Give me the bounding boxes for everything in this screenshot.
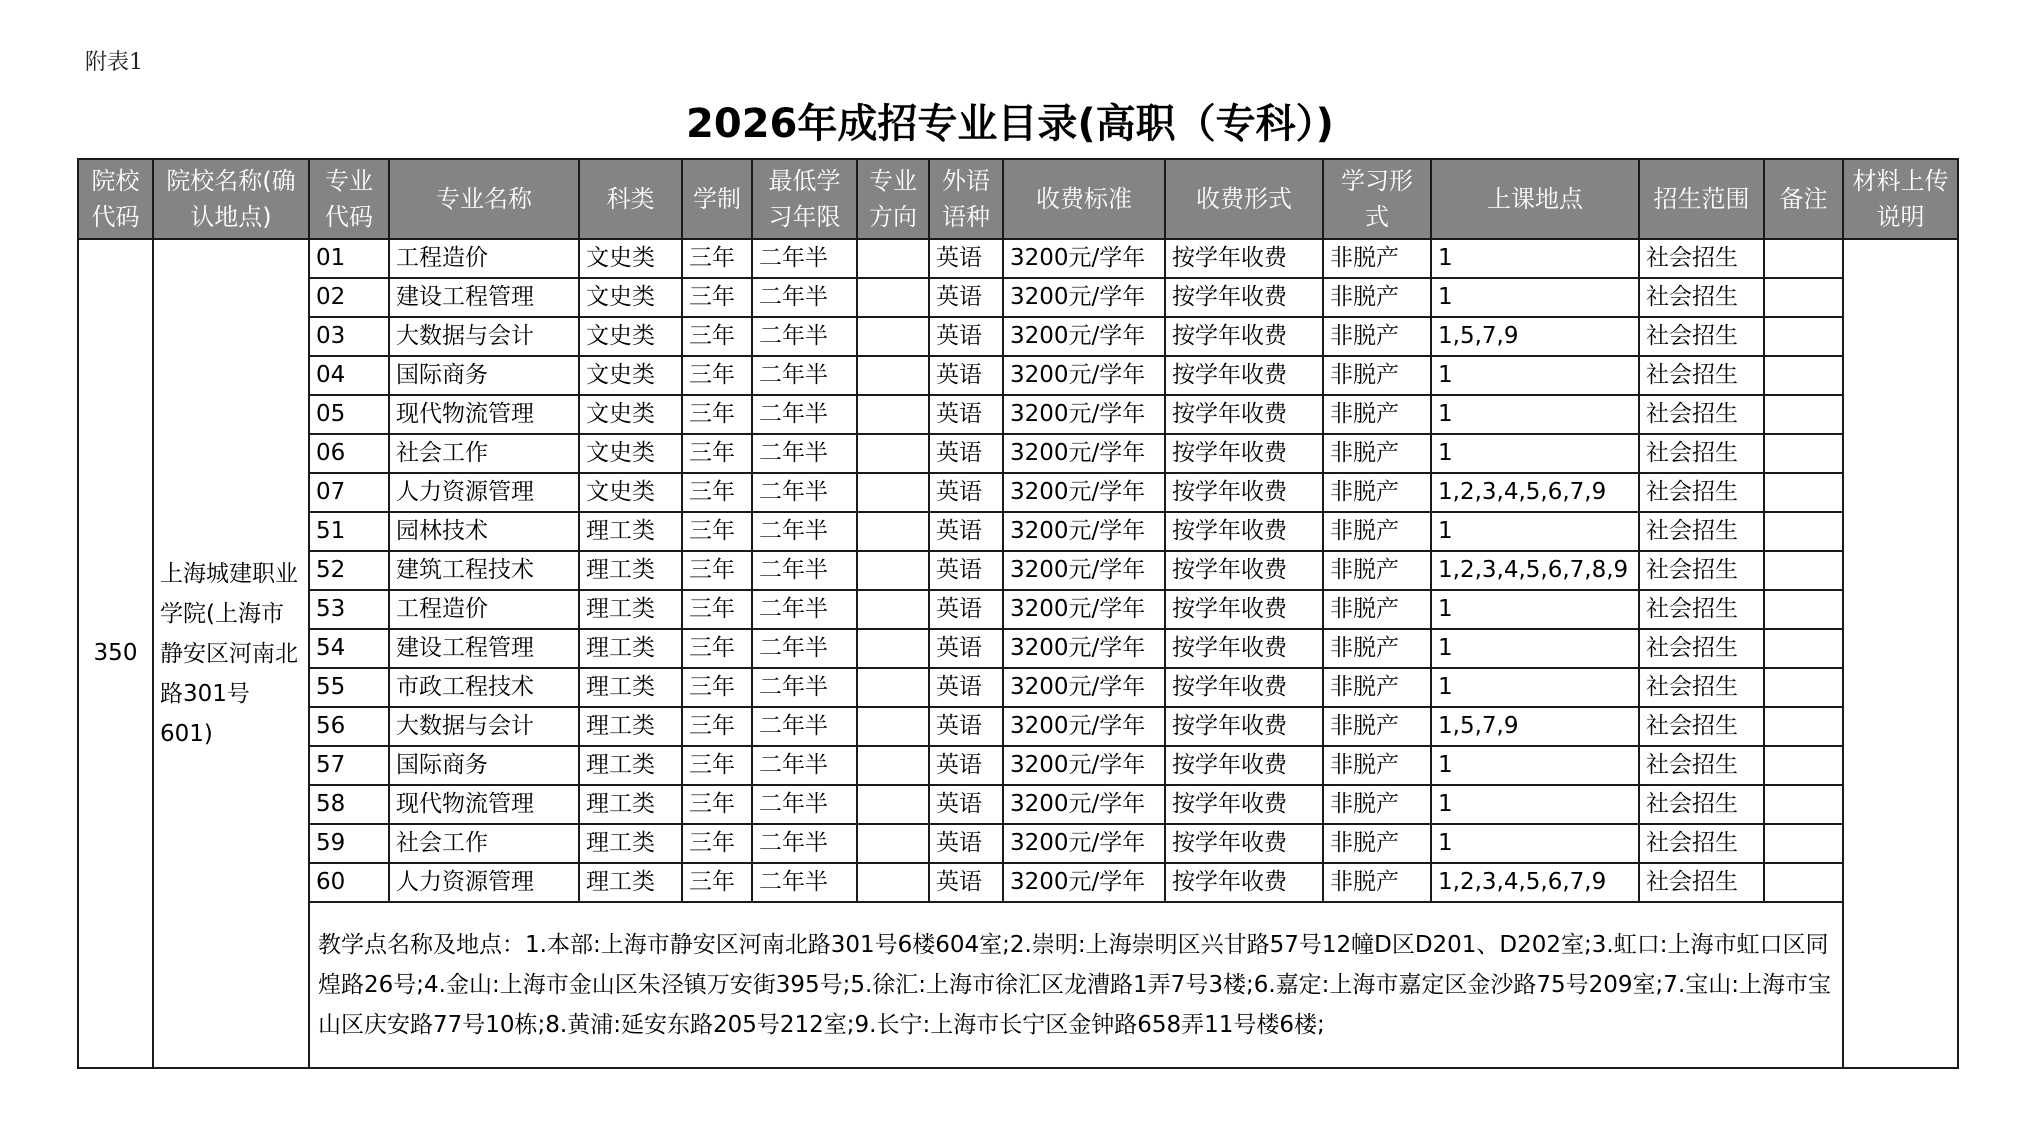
- cell-scope: 社会招生: [1639, 629, 1764, 668]
- cell-fee: 3200元/学年: [1003, 824, 1165, 863]
- header-category: 科类: [579, 159, 682, 239]
- header-location: 上课地点: [1431, 159, 1639, 239]
- table-row: [78, 512, 1958, 551]
- cell-fee: 3200元/学年: [1003, 629, 1165, 668]
- cell-category: 文史类: [579, 239, 682, 278]
- teaching-points-row: [78, 902, 1958, 1068]
- header-school-name: 院校名称(确认地点): [153, 159, 309, 239]
- cell-category: 文史类: [579, 356, 682, 395]
- cell-location: 1: [1431, 746, 1639, 785]
- cell-fee-form: 按学年收费: [1165, 863, 1323, 902]
- cell-name: 现代物流管理: [389, 395, 579, 434]
- cell-study-form: 非脱产: [1323, 356, 1431, 395]
- cell-remark: [1764, 473, 1843, 512]
- table-row: [78, 824, 1958, 863]
- table-row: [78, 668, 1958, 707]
- cell-duration: 三年: [682, 551, 752, 590]
- cell-duration: 三年: [682, 746, 752, 785]
- cell-fee: 3200元/学年: [1003, 863, 1165, 902]
- cell-category: 理工类: [579, 746, 682, 785]
- cell-min-years: 二年半: [752, 473, 857, 512]
- major-catalog-table: [77, 158, 1959, 1069]
- cell-min-years: 二年半: [752, 395, 857, 434]
- cell-location: 1: [1431, 278, 1639, 317]
- cell-remark: [1764, 824, 1843, 863]
- cell-scope: 社会招生: [1639, 590, 1764, 629]
- cell-name: 工程造价: [389, 590, 579, 629]
- cell-duration: 三年: [682, 668, 752, 707]
- cell-name: 大数据与会计: [389, 707, 579, 746]
- table-row: [78, 395, 1958, 434]
- cell-min-years: 二年半: [752, 590, 857, 629]
- cell-study-form: 非脱产: [1323, 785, 1431, 824]
- cell-category: 文史类: [579, 395, 682, 434]
- header-major-name: 专业名称: [389, 159, 579, 239]
- cell-scope: 社会招生: [1639, 863, 1764, 902]
- cell-remark: [1764, 512, 1843, 551]
- cell-language: 英语: [929, 278, 1003, 317]
- cell-direction: [857, 629, 929, 668]
- cell-remark: [1764, 317, 1843, 356]
- cell-code: 60: [309, 863, 389, 902]
- cell-language: 英语: [929, 629, 1003, 668]
- table-row: [78, 239, 1958, 278]
- cell-duration: 三年: [682, 590, 752, 629]
- header-duration: 学制: [682, 159, 752, 239]
- cell-fee-form: 按学年收费: [1165, 473, 1323, 512]
- cell-fee: 3200元/学年: [1003, 785, 1165, 824]
- cell-min-years: 二年半: [752, 629, 857, 668]
- cell-location: 1: [1431, 629, 1639, 668]
- cell-language: 英语: [929, 707, 1003, 746]
- cell-duration: 三年: [682, 395, 752, 434]
- cell-remark: [1764, 629, 1843, 668]
- table-row: [78, 746, 1958, 785]
- cell-study-form: 非脱产: [1323, 824, 1431, 863]
- cell-name: 建设工程管理: [389, 278, 579, 317]
- table-row: [78, 434, 1958, 473]
- cell-duration: 三年: [682, 863, 752, 902]
- table-row: [78, 356, 1958, 395]
- cell-min-years: 二年半: [752, 863, 857, 902]
- cell-category: 理工类: [579, 668, 682, 707]
- teaching-points-note: 教学点名称及地点：1.本部:上海市静安区河南北路301号6楼604室;2.崇明:上海崇明区兴甘路57号12幢D区D201、D202室;3.虹口:上海市虹口区同煌路26号;4.金山:上海市金山区朱泾镇万安街395号;5.徐汇:上海市徐汇区龙漕路1弄7号3楼;6.嘉定:上海市嘉定区金沙路75号209室;7.宝山:上海市宝山区庆安路77号10栋;8.黄浦:延安东路205号212室;9.长宁:上海市长宁区金钟路658弄11号楼6楼;: [309, 902, 1843, 1068]
- table-row: [78, 551, 1958, 590]
- cell-name: 市政工程技术: [389, 668, 579, 707]
- table-row: [78, 473, 1958, 512]
- cell-fee-form: 按学年收费: [1165, 239, 1323, 278]
- cell-name: 人力资源管理: [389, 473, 579, 512]
- cell-name: 国际商务: [389, 746, 579, 785]
- cell-code: 07: [309, 473, 389, 512]
- cell-study-form: 非脱产: [1323, 317, 1431, 356]
- cell-language: 英语: [929, 317, 1003, 356]
- cell-direction: [857, 317, 929, 356]
- annex-label: 附表1: [85, 50, 143, 75]
- cell-fee: 3200元/学年: [1003, 590, 1165, 629]
- cell-direction: [857, 551, 929, 590]
- cell-duration: 三年: [682, 512, 752, 551]
- cell-scope: 社会招生: [1639, 785, 1764, 824]
- cell-fee-form: 按学年收费: [1165, 746, 1323, 785]
- cell-direction: [857, 512, 929, 551]
- cell-remark: [1764, 239, 1843, 278]
- cell-scope: 社会招生: [1639, 317, 1764, 356]
- cell-language: 英语: [929, 239, 1003, 278]
- cell-name: 人力资源管理: [389, 863, 579, 902]
- cell-scope: 社会招生: [1639, 395, 1764, 434]
- cell-study-form: 非脱产: [1323, 473, 1431, 512]
- cell-direction: [857, 707, 929, 746]
- cell-direction: [857, 239, 929, 278]
- cell-code: 06: [309, 434, 389, 473]
- header-direction: 专业方向: [857, 159, 929, 239]
- cell-language: 英语: [929, 512, 1003, 551]
- cell-language: 英语: [929, 863, 1003, 902]
- cell-location: 1,5,7,9: [1431, 707, 1639, 746]
- cell-direction: [857, 590, 929, 629]
- table-row: [78, 317, 1958, 356]
- cell-location: 1: [1431, 512, 1639, 551]
- cell-name: 国际商务: [389, 356, 579, 395]
- cell-duration: 三年: [682, 785, 752, 824]
- cell-location: 1: [1431, 668, 1639, 707]
- cell-category: 理工类: [579, 551, 682, 590]
- cell-name: 工程造价: [389, 239, 579, 278]
- cell-location: 1: [1431, 395, 1639, 434]
- table-row: [78, 863, 1958, 902]
- cell-remark: [1764, 356, 1843, 395]
- cell-min-years: 二年半: [752, 317, 857, 356]
- page-title: 2026年成招专业目录(高职（专科）): [686, 101, 1334, 147]
- header-fee-form: 收费形式: [1165, 159, 1323, 239]
- cell-direction: [857, 473, 929, 512]
- cell-code: 52: [309, 551, 389, 590]
- cell-study-form: 非脱产: [1323, 395, 1431, 434]
- cell-code: 04: [309, 356, 389, 395]
- cell-fee-form: 按学年收费: [1165, 668, 1323, 707]
- cell-code: 51: [309, 512, 389, 551]
- cell-scope: 社会招生: [1639, 668, 1764, 707]
- cell-duration: 三年: [682, 629, 752, 668]
- cell-location: 1,2,3,4,5,6,7,8,9: [1431, 551, 1639, 590]
- cell-remark: [1764, 434, 1843, 473]
- cell-category: 理工类: [579, 629, 682, 668]
- cell-fee-form: 按学年收费: [1165, 317, 1323, 356]
- cell-fee: 3200元/学年: [1003, 707, 1165, 746]
- cell-language: 英语: [929, 746, 1003, 785]
- header-min-years: 最低学习年限: [752, 159, 857, 239]
- cell-name: 社会工作: [389, 434, 579, 473]
- cell-remark: [1764, 551, 1843, 590]
- cell-category: 理工类: [579, 785, 682, 824]
- cell-fee: 3200元/学年: [1003, 356, 1165, 395]
- cell-location: 1: [1431, 590, 1639, 629]
- cell-min-years: 二年半: [752, 746, 857, 785]
- cell-scope: 社会招生: [1639, 512, 1764, 551]
- cell-study-form: 非脱产: [1323, 278, 1431, 317]
- cell-remark: [1764, 278, 1843, 317]
- cell-category: 理工类: [579, 824, 682, 863]
- cell-category: 理工类: [579, 512, 682, 551]
- cell-fee: 3200元/学年: [1003, 317, 1165, 356]
- cell-study-form: 非脱产: [1323, 590, 1431, 629]
- header-study-form: 学习形式: [1323, 159, 1431, 239]
- cell-duration: 三年: [682, 239, 752, 278]
- cell-study-form: 非脱产: [1323, 239, 1431, 278]
- cell-name: 建筑工程技术: [389, 551, 579, 590]
- cell-location: 1: [1431, 239, 1639, 278]
- cell-remark: [1764, 395, 1843, 434]
- table-row: [78, 590, 1958, 629]
- cell-fee-form: 按学年收费: [1165, 434, 1323, 473]
- cell-direction: [857, 824, 929, 863]
- cell-category: 理工类: [579, 590, 682, 629]
- cell-category: 理工类: [579, 707, 682, 746]
- cell-fee-form: 按学年收费: [1165, 785, 1323, 824]
- cell-min-years: 二年半: [752, 278, 857, 317]
- cell-min-years: 二年半: [752, 785, 857, 824]
- cell-fee: 3200元/学年: [1003, 551, 1165, 590]
- cell-code: 02: [309, 278, 389, 317]
- cell-scope: 社会招生: [1639, 551, 1764, 590]
- cell-location: 1,2,3,4,5,6,7,9: [1431, 473, 1639, 512]
- cell-name: 大数据与会计: [389, 317, 579, 356]
- header-fee: 收费标准: [1003, 159, 1165, 239]
- cell-location: 1,5,7,9: [1431, 317, 1639, 356]
- cell-min-years: 二年半: [752, 551, 857, 590]
- cell-scope: 社会招生: [1639, 746, 1764, 785]
- cell-scope: 社会招生: [1639, 356, 1764, 395]
- cell-study-form: 非脱产: [1323, 629, 1431, 668]
- cell-direction: [857, 434, 929, 473]
- cell-name: 园林技术: [389, 512, 579, 551]
- table-body: [78, 239, 1958, 1068]
- cell-remark: [1764, 668, 1843, 707]
- cell-direction: [857, 785, 929, 824]
- cell-location: 1: [1431, 434, 1639, 473]
- cell-scope: 社会招生: [1639, 707, 1764, 746]
- cell-remark: [1764, 863, 1843, 902]
- cell-category: 理工类: [579, 863, 682, 902]
- cell-min-years: 二年半: [752, 824, 857, 863]
- cell-duration: 三年: [682, 707, 752, 746]
- cell-remark: [1764, 746, 1843, 785]
- cell-location: 1: [1431, 356, 1639, 395]
- cell-fee-form: 按学年收费: [1165, 824, 1323, 863]
- cell-fee: 3200元/学年: [1003, 746, 1165, 785]
- cell-fee: 3200元/学年: [1003, 434, 1165, 473]
- cell-name: 社会工作: [389, 824, 579, 863]
- cell-min-years: 二年半: [752, 239, 857, 278]
- cell-study-form: 非脱产: [1323, 512, 1431, 551]
- cell-direction: [857, 395, 929, 434]
- cell-language: 英语: [929, 473, 1003, 512]
- cell-scope: 社会招生: [1639, 824, 1764, 863]
- cell-fee: 3200元/学年: [1003, 668, 1165, 707]
- school-code-cell: 350: [78, 239, 153, 1068]
- cell-code: 58: [309, 785, 389, 824]
- cell-fee-form: 按学年收费: [1165, 395, 1323, 434]
- cell-code: 56: [309, 707, 389, 746]
- cell-name: 建设工程管理: [389, 629, 579, 668]
- cell-min-years: 二年半: [752, 668, 857, 707]
- cell-direction: [857, 746, 929, 785]
- cell-scope: 社会招生: [1639, 473, 1764, 512]
- cell-language: 英语: [929, 824, 1003, 863]
- cell-category: 文史类: [579, 434, 682, 473]
- table-header-row: [78, 159, 1958, 239]
- header-scope: 招生范围: [1639, 159, 1764, 239]
- header-upload: 材料上传说明: [1843, 159, 1958, 239]
- cell-direction: [857, 356, 929, 395]
- cell-name: 现代物流管理: [389, 785, 579, 824]
- cell-category: 文史类: [579, 278, 682, 317]
- cell-language: 英语: [929, 356, 1003, 395]
- cell-fee: 3200元/学年: [1003, 512, 1165, 551]
- cell-direction: [857, 668, 929, 707]
- cell-fee: 3200元/学年: [1003, 278, 1165, 317]
- cell-category: 文史类: [579, 317, 682, 356]
- cell-min-years: 二年半: [752, 707, 857, 746]
- cell-study-form: 非脱产: [1323, 668, 1431, 707]
- cell-duration: 三年: [682, 824, 752, 863]
- cell-fee: 3200元/学年: [1003, 473, 1165, 512]
- cell-direction: [857, 278, 929, 317]
- table-row: [78, 629, 1958, 668]
- cell-remark: [1764, 590, 1843, 629]
- cell-code: 57: [309, 746, 389, 785]
- cell-duration: 三年: [682, 356, 752, 395]
- cell-code: 54: [309, 629, 389, 668]
- cell-scope: 社会招生: [1639, 239, 1764, 278]
- upload-note-cell: [1843, 239, 1958, 1068]
- header-remark: 备注: [1764, 159, 1843, 239]
- cell-fee-form: 按学年收费: [1165, 629, 1323, 668]
- cell-category: 文史类: [579, 473, 682, 512]
- cell-study-form: 非脱产: [1323, 551, 1431, 590]
- cell-fee-form: 按学年收费: [1165, 590, 1323, 629]
- cell-location: 1: [1431, 785, 1639, 824]
- cell-min-years: 二年半: [752, 356, 857, 395]
- cell-code: 05: [309, 395, 389, 434]
- cell-location: 1,2,3,4,5,6,7,9: [1431, 863, 1639, 902]
- cell-min-years: 二年半: [752, 512, 857, 551]
- cell-code: 53: [309, 590, 389, 629]
- cell-duration: 三年: [682, 278, 752, 317]
- cell-language: 英语: [929, 395, 1003, 434]
- cell-fee-form: 按学年收费: [1165, 707, 1323, 746]
- header-major-code: 专业代码: [309, 159, 389, 239]
- cell-duration: 三年: [682, 473, 752, 512]
- cell-remark: [1764, 785, 1843, 824]
- cell-code: 01: [309, 239, 389, 278]
- cell-fee-form: 按学年收费: [1165, 551, 1323, 590]
- cell-code: 03: [309, 317, 389, 356]
- cell-fee-form: 按学年收费: [1165, 278, 1323, 317]
- cell-fee: 3200元/学年: [1003, 395, 1165, 434]
- cell-study-form: 非脱产: [1323, 746, 1431, 785]
- table-row: [78, 707, 1958, 746]
- cell-remark: [1764, 707, 1843, 746]
- cell-duration: 三年: [682, 317, 752, 356]
- cell-study-form: 非脱产: [1323, 707, 1431, 746]
- cell-fee-form: 按学年收费: [1165, 512, 1323, 551]
- cell-min-years: 二年半: [752, 434, 857, 473]
- cell-fee: 3200元/学年: [1003, 239, 1165, 278]
- cell-duration: 三年: [682, 434, 752, 473]
- header-language: 外语语种: [929, 159, 1003, 239]
- table-row: [78, 278, 1958, 317]
- cell-language: 英语: [929, 785, 1003, 824]
- cell-language: 英语: [929, 434, 1003, 473]
- cell-study-form: 非脱产: [1323, 434, 1431, 473]
- cell-location: 1: [1431, 824, 1639, 863]
- header-school-code: 院校代码: [78, 159, 153, 239]
- cell-direction: [857, 863, 929, 902]
- cell-fee-form: 按学年收费: [1165, 356, 1323, 395]
- cell-study-form: 非脱产: [1323, 863, 1431, 902]
- cell-language: 英语: [929, 590, 1003, 629]
- cell-code: 55: [309, 668, 389, 707]
- cell-language: 英语: [929, 551, 1003, 590]
- school-name-cell: 上海城建职业学院(上海市静安区河南北路301号601): [153, 239, 309, 1068]
- cell-scope: 社会招生: [1639, 434, 1764, 473]
- table-row: [78, 785, 1958, 824]
- cell-language: 英语: [929, 668, 1003, 707]
- cell-code: 59: [309, 824, 389, 863]
- cell-scope: 社会招生: [1639, 278, 1764, 317]
